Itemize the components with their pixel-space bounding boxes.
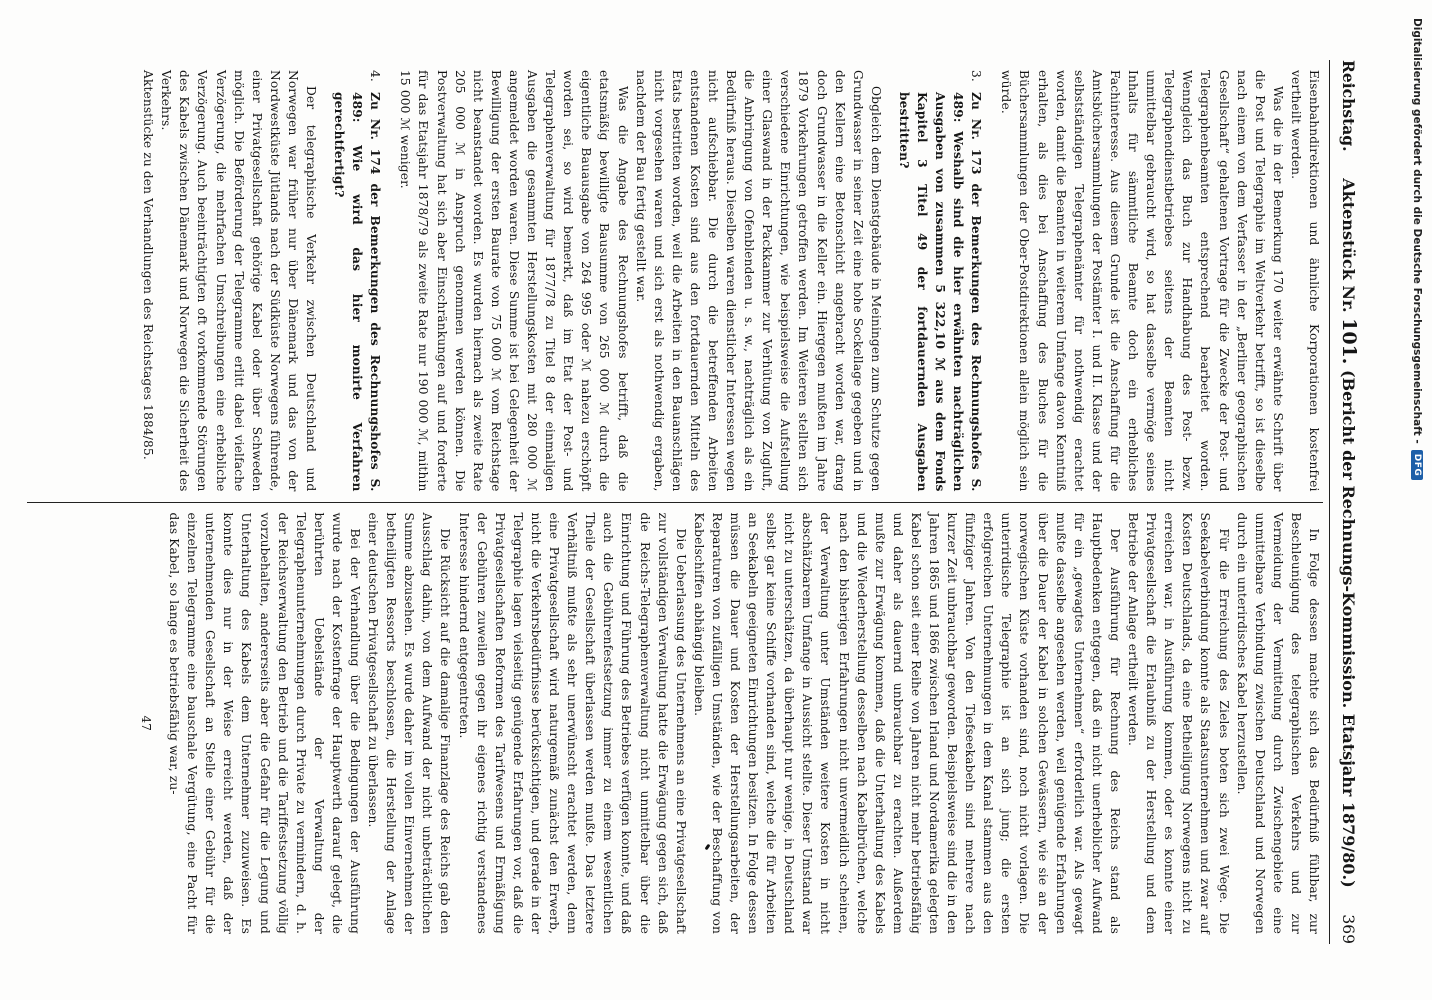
page-number: 369 [1339,914,1357,944]
right-column [27,502,1323,945]
question-number: 3. [969,70,984,82]
text-columns [27,60,1323,944]
report-title: (Bericht der Rechnungs-Kommission. [1339,369,1358,709]
left-column [27,60,1323,502]
session-year: Etatsjahr 1879/80.) [1339,713,1358,888]
paragraph: Bei der Verhandlung über die Bedingungen der Ausführung wurde nach der Kostenfrage der Hauptwerth darauf gelegt, die berührten Uebelstände der Verwaltung der Telegraphenunternehmungen durch Private zu vermindern, d. h. der Reichsverwaltung den Betrieb und die Tariffestsetzung völlig vorzubehalten, andererseits aber die Gefahr für die Legung und Unterhaltung des Kabels dem Unternehmer zuzuweisen. Es konnte dies nur in der Weise erreicht werden, daß der unternehmenden Gesellschaft an Stelle einer Gebühr für die einzelnen Telegramme eine bauschale Vergütung, eine Pacht für das Kabel, so lange es betriebsfähig war, zu- [167,512,363,934]
dfg-logo-icon: DFG [1411,450,1423,481]
running-head-left: Reichstag. [1339,60,1358,152]
paragraph: Der telegraphische Verkehr zwischen Deutschland und Norwegen war früher nur über Dänemark und das von der Nordwestküste Jütlands nach der Südküste Norwegens führende, einer Privatgesellschaft gehörige Kabel oder über Schweden möglich. Die Beförderung der Telegramme erlitt dabei vielfache Verzögerung, die mehrfachen Umschreibungen eine erhebliche Verzögerung. Auch beeinträchtigten oft vorkommende Störungen des Kabels zwischen Dänemark und Norwegen die Sicherheit des Verkehrs. [159,70,319,492]
question-number: 4. [368,70,383,82]
header-rule [1329,60,1330,944]
paragraph: Die Rücksicht auf die damalige Finanzlage des Reichs gab den Ausschlag dahin, von dem Aufwand der nicht unbeträchtlichen Summe abzusehen. Es wurde daher im vollen Einvernehmen der betheiligten Ressorts beschlossen, die Herstellung der Anlage einer deutschen Privatgesellschaft zu überlassen. [366,512,453,934]
running-head-center [1338,162,1360,905]
question-3 [895,70,985,492]
signature-mark: 47 [139,715,153,732]
paragraph: Der Ausführung für Rechnung des Reichs stand als Hauptbedenken entgegen, daß ein nicht unerheblicher Aufwand für ein „gewagtes Unternehmen“ erforderlich war. Als gewagt mußte dasselbe angesehen werden, weil genügende Erfahrungen über die Dauer der Kabel in solchen Gewässern, wie sie an der norwegischen Küste vorhanden sind, noch nicht vorlagen. Die unterirdische Telegraphie ist an sich jung; die ersten erfolgreichen Unternehmungen in dem Kanal stammen aus den fünfziger Jahren. Von den Tiefseekabeln sind mehrere nach kurzer Zeit unbrauchbar geworden. Beispielsweise sind die in den Jahren 1865 und 1866 zwischen Irland und Nordamerika gelegten Kabel schon seit einer Reihe von Jahren nicht mehr betriebsfähig und daher als dauernd unbrauchbar zu erachten. Außerdem mußte zur Erwägung kommen, daß die Unterhaltung des Kabels und die Wiederherstellung desselben nach Kabelbrüchen, welche nach den bisherigen Erfahrungen nicht unvermeidlich scheinen, der Verwaltung unter Umständen weitere Kosten in nicht abschätzbarem Umfange in Aussicht stellte. Dieser Umstand war nicht zu unterschätzen, da überhaupt nur wenige, in Deutschland selbst gar keine Schiffe vorhanden sind, welche die für Arbeiten an Seekabeln geeigneten Einrichtungen besitzen. In Folge dessen müssen die Dauer und Kosten der Herstellungsarbeiten, der Reparaturen von zufälligen Umständen, wie der Beschaffung von Kabelschiffen abhängig bleiben. [691,512,1122,934]
paragraph: Obgleich dem Dienstgebäude in Meiningen zum Schutze gegen Grundwasser in seiner Zeit eine hohe Sockellage gegeben und in den Kellern eine Betonschicht angebracht worden war, drang doch Grundwasser in die Keller ein. Hiergegen mußten im Jahre 1879 Vorkehrungen getroffen werden. Im Weiteren stellten sich verschiedene Einrichtungen, wie beispielsweise die Aufstellung einer Glaswand in der Packkammer zur Verhütung von Zugluft, die Anbringung von Ofenblenden u. s. w., nachträglich als ein Bedürfniß heraus. Dieselben waren dienstlicher Interessen wegen nicht aufschiebbar. Die durch die betreffenden Arbeiten entstandenen Kosten sind aus den fortdauernden Mitteln des Etats bestritten worden, weil die Arbeiten in den Bauanschlägen nicht vorgesehen waren und sich erst als nothwendig ergaben, nachdem der Bau fertig gestellt war. [633,70,883,492]
paragraph: Für die Erreichung des Zieles boten sich zwei Wege. Die Seekabelverbindung konnte als Staatsunternehmen und zwar auf Kosten Deutschlands, da eine Betheiligung Norwegens nicht zu erreichen war, in Ausführung kommen, oder es konnte einer Privatgesellschaft die Erlaubniß zu der Herstellung und dem Betriebe der Anlage ertheilt werden. [1126,512,1231,934]
actenstueck-number: 101. [1338,318,1360,365]
running-head [1332,60,1360,944]
digitization-notice [1406,18,1428,978]
paragraph: In Folge dessen machte sich das Bedürfniß fühlbar, zur Beschleunigung des telegraphischen Verkehrs und zur Vermeidung der Vermittelung durch Zwischengebiete eine unmittelbare Verbindung zwischen Deutschland und Norwegen durch ein unterirdisches Kabel herzustellen. [1234,512,1321,934]
paragraph: Die Ueberlassung des Unternehmens an eine Privatgesellschaft zur vollständigen Verwaltung hatte die Erwägung gegen sich, daß die Reichs-Telegraphenverwaltung nicht unmittelbar über die Einrichtung und Führung des Betriebes verfügen konnte, und daß auch die Gebührenfestsetzung immer zu einem wesentlichen Theile der Gesellschaft überlassen werden mußte. Das letztere Verhältniß mußte als sehr unerwünscht erachtet werden, denn eine Privatgesellschaft wird naturgemäß zunächst den Erwerb, nicht die Verkehrsbedürfnisse berücksichtigen, und gerade in der Telegraphie lagen vielseitig genügende Erfahrungen vor, daß die Privatgesellschaften Reformen des Tarifwesens und Ermäßigung der Gebühren zuweilen gegen ihr eigenes richtig verstandenes Interesse hindernd entgegentreten. [456,512,688,934]
question-text: Zu Nr. 174 der Bemerkungen des Rechnungshofes S. 489: Wie wird das hier monirte Verfahren gerechtfertigt? [332,92,383,492]
digitization-text: Digitalisierung gefördert durch die Deutsche Forschungsgemeinschaft - [1411,18,1423,444]
paragraph: Was die in der Bemerkung 170 weiter erwähnte Schrift über die Post und Telegraphie im Weltverkehr betrifft, so ist dieselbe nach einem von dem Verfasser in der „Berliner geographischen Gesellschaft“ gehaltenen Vortrage für die Zwecke der Post- und Telegraphenbeamten entsprechend bearbeitet worden. Wenngleich das Buch zur Handhabung des Post- bezw. Telegraphendienstbetriebes seitens der Beamten nicht unmittelbar gebraucht wird, so hat dasselbe vermöge seines Inhalts für sämmtliche Beamte doch ein erhebliches Fachinteresse. Aus diesem Grunde ist die Anschaffung für die Amtsbüchersammlungen der Postämter I. und II. Klasse und der selbstständigen Telegraphenämter für nothwendig erachtet worden, damit die Beamten in weiterem Umfange davon Kenntniß erhalten, als dies bei Anschaffung des Buches für die Büchersammlungen der Ober-Postdirektionen allein möglich sein würde. [999,70,1285,492]
actenstueck-label: Aktenstück Nr. [1339,178,1358,313]
paragraph: Was die Angabe des Rechnungshofes betrifft, daß die etatsmäßig bewilligte Bausumme von 265 000 ℳ durch die eigentliche Bauausgabe von 264 995 oder ℳ nahezu erschöpft worden sei, so wird bemerkt, daß im Etat der Post- und Telegraphenverwaltung für 1877/78 zu Titel 8 der einmaligen Ausgaben die gesammten Herstellungskosten mit 280 000 ℳ angemeldet worden waren. Diese Summe ist bei Gelegenheit der Bewilligung der ersten Baurate von 75 000 ℳ vom Reichstage nicht beanstandet worden. Es wurden hiernach als zweite Rate 205 000 ℳ in Anspruch genommen werden können. Die Postverwaltung hat sich aber Einschränkungen auf und forderte für das Etatsjahr 1878/79 als zweite Rate nur 190 000 ℳ, mithin 15 000 ℳ weniger. [398,70,630,492]
paragraph: Eisenbahndirektionen und ähnliche Korporationen kostenfrei vertheilt werden. [1288,70,1321,492]
footnote: Aktenstücke zu den Verhandlungen des Reichstages 1884/85. [141,70,156,460]
question-4 [330,70,384,492]
question-text: Zu Nr. 173 der Bemerkungen des Rechnungshofes S. 489: Weshalb sind die hier erwähnten nachträglichen Ausgaben von zusammen 5 322,10 ℳ aus dem Fonds Kapitel 3 Titel 49 der fortdauernden Ausgaben bestritten? [896,92,984,492]
